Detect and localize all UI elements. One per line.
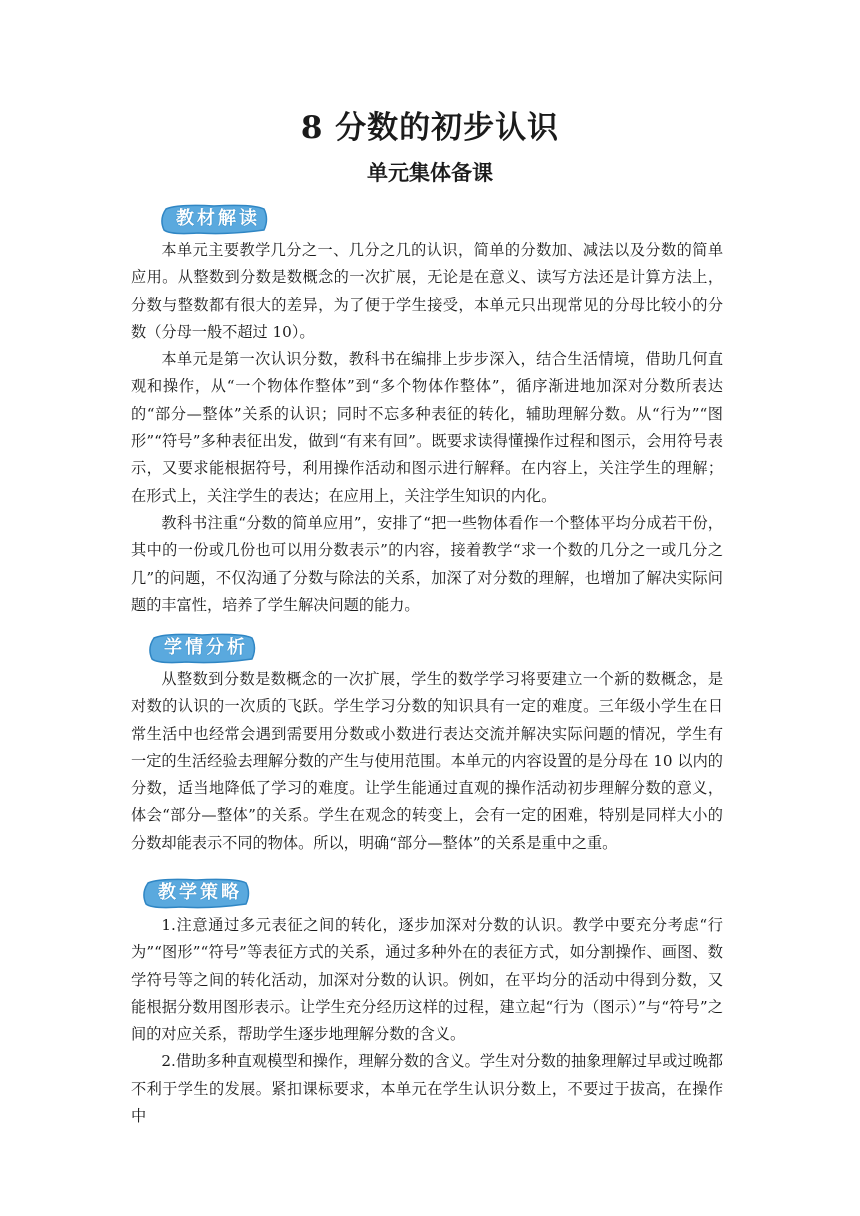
section-body (131, 912, 723, 1130)
section-heading-badge (158, 203, 278, 236)
paragraph: 本单元是第一次认识分数，教科书在编排上步步深入，结合生活情境，借助几何直观和操作，从“一个物体作整体”到“多个物体作整体”，循序渐进地加深对分数所表达的“部分—整体”关系的认识；同时不忘多种表征的转化，辅助理解分数。从“行为”“图形”“符号”多种表征出发，做到“有来有回”。既要求读得懂操作过程和图示，会用符号表示，又要求能根据符号，利用操作活动和图示进行解释。在内容上，关注学生的理解；在形式上，关注学生的表达；在应用上，关注学生知识的内化。 (131, 350, 723, 505)
paragraph: 2.借助多种直观模型和操作，理解分数的含义。学生对分数的抽象理解过早或过晚都不利于学生的发展。紧扣课标要求，本单元在学生认识分数上，不要过于拔高，在操作中 (131, 1052, 723, 1126)
paragraph: 1.注意通过多元表征之间的转化，逐步加深对分数的认识。教学中要充分考虑“行为”“图形”“符号”等表征方式的关系，通过多种外在的表征方式，如分割操作、画图、数学符号等之间的转化活动，加深对分数的认识。例如，在平均分的活动中得到分数，又能根据分数用图形表示。让学生充分经历这样的过程，建立起“行为（图示）”与“符号”之间的对应关系，帮助学生逐步地理解分数的含义。 (131, 916, 723, 1044)
section-heading: 学情分析 (164, 637, 248, 658)
section-heading-badge (140, 877, 260, 910)
page-subtitle: 单元集体备课 (367, 160, 493, 185)
section-body (131, 237, 723, 619)
section-body (131, 666, 723, 857)
paragraph: 从整数到分数是数概念的一次扩展，学生的数学学习将要建立一个新的数概念，是对数的认识的一次质的飞跃。学生学习分数的知识具有一定的难度。三年级小学生在日常生活中也经常会遇到需要用分数或小数进行表达交流并解决实际问题的情况，学生有一定的生活经验去理解分数的产生与使用范围。本单元的内容设置的是分母在 10 以内的分数，适当地降低了学习的难度。让学生能通过直观的操作活动初步理解分数的意义，体会“部分—整体”的关系。学生在观念的转变上，会有一定的困难，特别是同样大小的分数却能表示不同的物体。所以，明确“部分—整体”的关系是重中之重。 (131, 670, 723, 852)
paragraph: 教科书注重“分数的简单应用”，安排了“把一些物体看作一个整体平均分成若干份，其中的一份或几份也可以用分数表示”的内容，接着教学“求一个数的几分之一或几分之几”的问题，不仅沟通了分数与除法的关系，加深了对分数的理解，也增加了解决实际问题的丰富性，培养了学生解决问题的能力。 (131, 513, 723, 614)
section-heading: 教学策略 (158, 882, 242, 903)
page-title: 8 分数的初步认识 (300, 110, 560, 146)
section-heading-badge (146, 632, 266, 665)
section-heading: 教材解读 (176, 208, 260, 229)
paragraph: 本单元主要教学几分之一、几分之几的认识，简单的分数加、减法以及分数的简单应用。从整数到分数是数概念的一次扩展，无论是在意义、读写方法还是计算方法上，分数与整数都有很大的差异，为了便于学生接受，本单元只出现常见的分母比较小的分数（分母一般不超过 10）。 (131, 241, 723, 341)
